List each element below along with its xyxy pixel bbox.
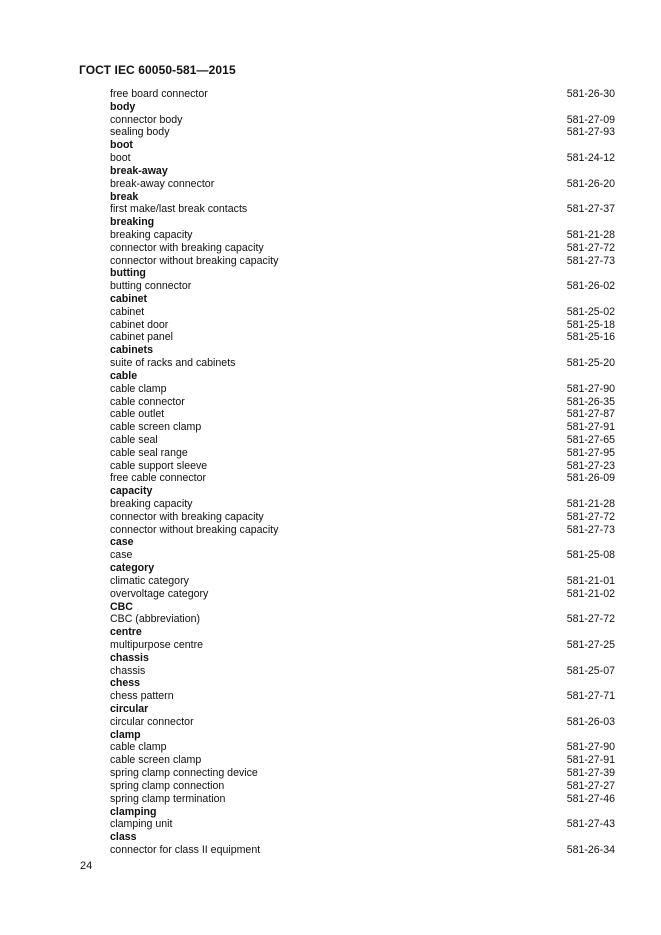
- entry-term: cabinet door: [110, 318, 169, 331]
- page-number: 24: [80, 860, 93, 872]
- entry-term: boot: [110, 152, 131, 165]
- index-heading: [110, 703, 615, 716]
- entry-code: 581-25-18: [566, 318, 615, 331]
- entry-term: climatic category: [110, 574, 189, 587]
- heading-term: cabinets: [110, 344, 153, 357]
- entry-code: 581-27-71: [566, 690, 615, 703]
- entry-term: connector with breaking capacity: [110, 510, 264, 523]
- entry-code: 581-27-65: [566, 433, 615, 446]
- entry-code: 581-25-20: [566, 357, 615, 370]
- heading-term: capacity: [110, 485, 153, 498]
- index-entry: [110, 280, 615, 293]
- heading-term: cabinet: [110, 293, 148, 305]
- heading-term: class: [110, 831, 137, 844]
- heading-term: clamping: [110, 805, 157, 818]
- index-heading: [110, 562, 615, 575]
- entry-term: spring clamp termination: [110, 792, 226, 805]
- entry-code: 581-27-23: [566, 459, 615, 472]
- entry-code: 581-26-20: [566, 177, 615, 190]
- entry-code: 581-27-72: [566, 241, 615, 254]
- entry-term: suite of racks and cabinets: [110, 357, 236, 370]
- entry-code: 581-27-37: [566, 203, 615, 216]
- index-entry: [110, 126, 615, 139]
- index-entry: [110, 524, 615, 537]
- index-entry: [110, 421, 615, 434]
- entry-term: connector for class II equipment: [110, 843, 261, 856]
- entry-term: sealing body: [110, 126, 170, 139]
- index-entry: [110, 229, 615, 242]
- index-heading: [110, 601, 615, 614]
- entry-code: 581-27-73: [566, 523, 615, 536]
- heading-term: CBC: [110, 600, 133, 613]
- entry-code: 581-27-91: [566, 421, 615, 434]
- entry-term: clamping unit: [110, 818, 173, 831]
- entry-code: 581-25-07: [566, 664, 615, 677]
- entry-code: 581-25-08: [566, 549, 615, 562]
- index-heading: [110, 677, 615, 690]
- entry-term: butting connector: [110, 280, 192, 293]
- heading-term: category: [110, 562, 155, 575]
- index-heading: [110, 191, 615, 204]
- entry-code: 581-27-25: [566, 638, 615, 651]
- index-entry: [110, 588, 615, 601]
- entry-code: 581-25-02: [566, 305, 615, 318]
- index-entry: [110, 690, 615, 703]
- entry-code: 581-21-28: [566, 498, 615, 510]
- entry-term: first make/last break contacts: [110, 203, 248, 216]
- entry-term: cabinet: [110, 305, 145, 318]
- entry-term: cabinet panel: [110, 331, 174, 344]
- index-heading: [110, 806, 615, 819]
- index-heading: [110, 216, 615, 229]
- entry-code: 581-26-09: [566, 472, 615, 485]
- index-heading: [110, 139, 615, 152]
- entry-code: 581-26-03: [566, 715, 615, 728]
- entry-term: cable support sleeve: [110, 459, 208, 472]
- index-heading: [110, 831, 615, 844]
- entry-term: cable connector: [110, 395, 185, 408]
- heading-term: case: [110, 536, 134, 549]
- entry-code: 581-26-34: [566, 843, 615, 856]
- index-entry: [110, 844, 615, 857]
- entry-code: 581-27-46: [566, 792, 615, 805]
- entry-code: 581-21-01: [566, 574, 615, 587]
- index-entry: [110, 331, 615, 344]
- index-entry: [110, 472, 615, 485]
- entry-term: connector with breaking capacity: [110, 241, 264, 254]
- entry-code: 581-27-93: [566, 126, 615, 139]
- entry-code: 581-27-72: [566, 613, 615, 626]
- index-entry: [110, 460, 615, 473]
- index-heading: [110, 370, 615, 383]
- index-heading: [110, 344, 615, 357]
- index-entry: [110, 741, 615, 754]
- index-heading: [110, 293, 615, 306]
- index-entry: [110, 242, 615, 255]
- entry-code: 581-27-09: [566, 113, 615, 126]
- entry-term: free board connector: [110, 88, 208, 100]
- index-heading: [110, 729, 615, 742]
- entry-term: breaking capacity: [110, 228, 193, 241]
- index-entry: [110, 306, 615, 319]
- index-entry: [110, 434, 615, 447]
- index-entry: [110, 780, 615, 793]
- index-entry: [110, 152, 615, 165]
- entry-term: case: [110, 549, 133, 562]
- entry-term: spring clamp connection: [110, 779, 225, 792]
- entry-term: cable clamp: [110, 382, 167, 395]
- index-heading: [110, 536, 615, 549]
- entry-code: 581-26-35: [566, 395, 615, 408]
- heading-term: centre: [110, 626, 142, 639]
- index-heading: [110, 485, 615, 498]
- index-entry: [110, 255, 615, 268]
- index-entry: [110, 793, 615, 806]
- index-entry: [110, 383, 615, 396]
- entry-code: 581-26-02: [566, 280, 615, 293]
- index-heading: [110, 101, 615, 114]
- index-entry: [110, 319, 615, 332]
- heading-term: circular: [110, 703, 149, 715]
- index-heading: [110, 165, 615, 178]
- index-entry: [110, 203, 615, 216]
- entry-code: 581-27-27: [566, 779, 615, 792]
- index-entry: [110, 639, 615, 652]
- entry-term: multipurpose centre: [110, 638, 204, 651]
- index-heading: [110, 652, 615, 665]
- entry-code: 581-27-90: [566, 382, 615, 395]
- entry-term: breaking capacity: [110, 498, 193, 510]
- entry-code: 581-26-30: [566, 88, 615, 100]
- entry-term: cable outlet: [110, 408, 165, 421]
- index-entry: [110, 396, 615, 409]
- index-entry: [110, 511, 615, 524]
- index-entry: [110, 88, 615, 101]
- entry-term: cable seal: [110, 433, 158, 446]
- entry-term: free cable connector: [110, 472, 206, 485]
- entry-code: 581-27-95: [566, 446, 615, 459]
- index-entry: [110, 549, 615, 562]
- heading-term: cable: [110, 369, 138, 382]
- heading-term: boot: [110, 139, 133, 152]
- entry-term: connector body: [110, 113, 183, 126]
- entry-code: 581-21-02: [566, 587, 615, 600]
- index-heading: [110, 267, 615, 280]
- entry-term: break-away connector: [110, 177, 215, 190]
- index-entry: [110, 408, 615, 421]
- index-entry: [110, 818, 615, 831]
- entry-term: cable screen clamp: [110, 421, 202, 434]
- entry-term: circular connector: [110, 715, 194, 728]
- index-entry: [110, 665, 615, 678]
- index-entry: [110, 767, 615, 780]
- entry-term: connector without breaking capacity: [110, 254, 279, 267]
- heading-term: breaking: [110, 216, 155, 229]
- entry-term: CBC (abbreviation): [110, 613, 201, 626]
- heading-term: body: [110, 100, 136, 113]
- heading-term: chassis: [110, 651, 149, 664]
- entry-code: 581-27-73: [566, 254, 615, 267]
- heading-term: butting: [110, 267, 146, 280]
- entry-code: 581-25-16: [566, 331, 615, 344]
- entry-code: 581-27-72: [566, 510, 615, 523]
- entry-term: cable screen clamp: [110, 754, 202, 767]
- index-entry: [110, 716, 615, 729]
- heading-term: break-away: [110, 164, 168, 177]
- entry-term: spring clamp connecting device: [110, 767, 258, 780]
- entry-code: 581-27-43: [566, 818, 615, 831]
- entry-code: 581-27-87: [566, 408, 615, 421]
- heading-term: chess: [110, 677, 141, 690]
- entry-term: overvoltage category: [110, 587, 209, 600]
- entry-term: chassis: [110, 664, 146, 677]
- document-header: ГОСТ IEC 60050-581—2015: [79, 63, 236, 77]
- index-entry: [110, 178, 615, 191]
- heading-term: clamp: [110, 728, 141, 741]
- entry-code: 581-24-12: [566, 152, 615, 165]
- index-entry: [110, 447, 615, 460]
- heading-term: break: [110, 190, 139, 203]
- index-heading: [110, 626, 615, 639]
- entry-code: 581-27-39: [566, 767, 615, 780]
- entry-term: cable clamp: [110, 741, 167, 754]
- index-entry: [110, 498, 615, 511]
- term-index: [110, 88, 615, 857]
- entry-code: 581-27-90: [566, 741, 615, 754]
- entry-term: cable seal range: [110, 446, 188, 459]
- entry-term: connector without breaking capacity: [110, 523, 279, 536]
- entry-code: 581-21-28: [566, 228, 615, 241]
- index-entry: [110, 754, 615, 767]
- entry-term: chess pattern: [110, 690, 174, 703]
- index-entry: [110, 357, 615, 370]
- index-entry: [110, 613, 615, 626]
- index-entry: [110, 575, 615, 588]
- entry-code: 581-27-91: [566, 754, 615, 767]
- index-entry: [110, 114, 615, 127]
